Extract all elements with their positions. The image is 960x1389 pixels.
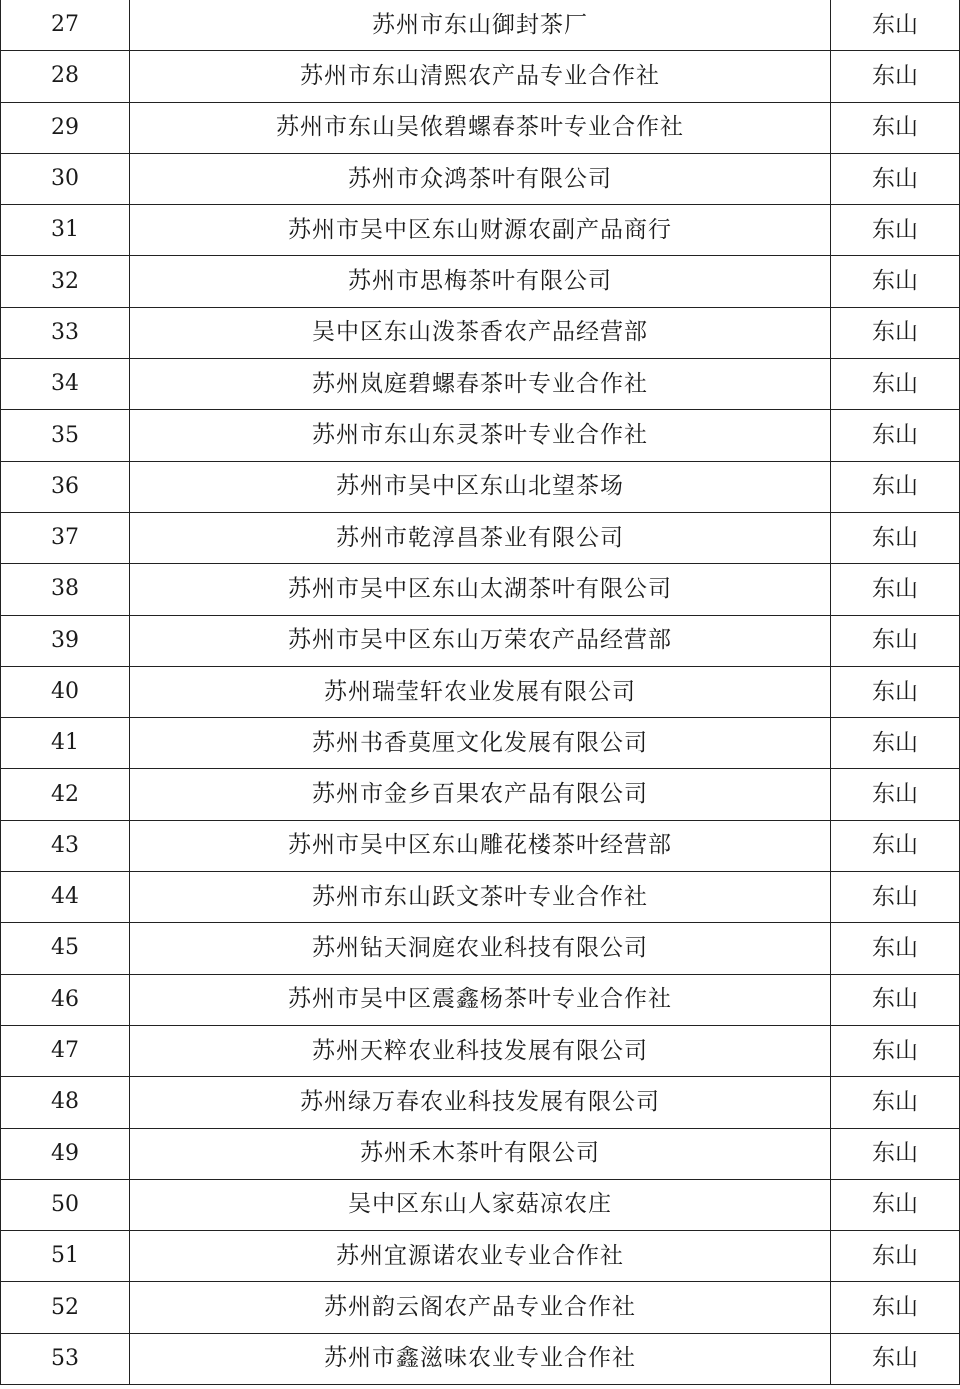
table-row bbox=[1, 153, 960, 204]
row-number-cell: 51 bbox=[1, 1231, 130, 1282]
row-number-cell: 36 bbox=[1, 461, 130, 512]
table-row bbox=[1, 51, 960, 102]
row-number-cell: 39 bbox=[1, 615, 130, 666]
row-number-cell: 31 bbox=[1, 205, 130, 256]
company-name-cell: 苏州书香莫厘文化发展有限公司 bbox=[130, 718, 831, 769]
table-row bbox=[1, 1179, 960, 1230]
company-name-cell: 苏州市东山东灵茶叶专业合作社 bbox=[130, 410, 831, 461]
company-name-cell: 苏州市吴中区东山北望茶场 bbox=[130, 461, 831, 512]
row-number-cell: 47 bbox=[1, 1025, 130, 1076]
company-name-cell: 苏州市众鸿茶叶有限公司 bbox=[130, 153, 831, 204]
company-name-cell: 苏州瑞莹轩农业发展有限公司 bbox=[130, 666, 831, 717]
region-cell: 东山 bbox=[831, 102, 960, 153]
row-number-cell: 28 bbox=[1, 51, 130, 102]
region-cell: 东山 bbox=[831, 615, 960, 666]
region-cell: 东山 bbox=[831, 974, 960, 1025]
table-row bbox=[1, 666, 960, 717]
region-cell: 东山 bbox=[831, 666, 960, 717]
row-number-cell: 30 bbox=[1, 153, 130, 204]
enterprise-table-body bbox=[1, 0, 960, 1385]
table-row bbox=[1, 872, 960, 923]
company-name-cell: 苏州市思梅茶叶有限公司 bbox=[130, 256, 831, 307]
table-row bbox=[1, 307, 960, 358]
region-cell: 东山 bbox=[831, 410, 960, 461]
row-number-cell: 44 bbox=[1, 872, 130, 923]
row-number-cell: 46 bbox=[1, 974, 130, 1025]
company-name-cell: 苏州岚庭碧螺春茶叶专业合作社 bbox=[130, 359, 831, 410]
company-name-cell: 苏州钻天洞庭农业科技有限公司 bbox=[130, 923, 831, 974]
row-number-cell: 42 bbox=[1, 769, 130, 820]
region-cell: 东山 bbox=[831, 205, 960, 256]
table-row bbox=[1, 718, 960, 769]
row-number-cell: 45 bbox=[1, 923, 130, 974]
company-name-cell: 苏州市乾淳昌茶业有限公司 bbox=[130, 512, 831, 563]
table-row bbox=[1, 923, 960, 974]
row-number-cell: 52 bbox=[1, 1282, 130, 1333]
company-name-cell: 苏州绿万春农业科技发展有限公司 bbox=[130, 1077, 831, 1128]
region-cell: 东山 bbox=[831, 1077, 960, 1128]
table-row bbox=[1, 256, 960, 307]
company-name-cell: 吴中区东山泼茶香农产品经营部 bbox=[130, 307, 831, 358]
row-number-cell: 43 bbox=[1, 820, 130, 871]
table-row bbox=[1, 1128, 960, 1179]
table-row bbox=[1, 1333, 960, 1384]
row-number-cell: 29 bbox=[1, 102, 130, 153]
row-number-cell: 50 bbox=[1, 1179, 130, 1230]
row-number-cell: 48 bbox=[1, 1077, 130, 1128]
table-row bbox=[1, 1282, 960, 1333]
region-cell: 东山 bbox=[831, 1128, 960, 1179]
region-cell: 东山 bbox=[831, 820, 960, 871]
company-name-cell: 苏州市吴中区震鑫杨茶叶专业合作社 bbox=[130, 974, 831, 1025]
region-cell: 东山 bbox=[831, 153, 960, 204]
region-cell: 东山 bbox=[831, 1025, 960, 1076]
table-row bbox=[1, 461, 960, 512]
row-number-cell: 38 bbox=[1, 564, 130, 615]
table-row bbox=[1, 512, 960, 563]
company-name-cell: 苏州市吴中区东山财源农副产品商行 bbox=[130, 205, 831, 256]
table-row bbox=[1, 410, 960, 461]
company-name-cell: 苏州市吴中区东山万荣农产品经营部 bbox=[130, 615, 831, 666]
table-row bbox=[1, 615, 960, 666]
company-name-cell: 苏州天粹农业科技发展有限公司 bbox=[130, 1025, 831, 1076]
row-number-cell: 37 bbox=[1, 512, 130, 563]
company-name-cell: 苏州市吴中区东山太湖茶叶有限公司 bbox=[130, 564, 831, 615]
company-name-cell: 苏州禾木茶叶有限公司 bbox=[130, 1128, 831, 1179]
region-cell: 东山 bbox=[831, 1282, 960, 1333]
row-number-cell: 32 bbox=[1, 256, 130, 307]
region-cell: 东山 bbox=[831, 512, 960, 563]
region-cell: 东山 bbox=[831, 51, 960, 102]
company-name-cell: 苏州市东山御封茶厂 bbox=[130, 0, 831, 51]
company-name-cell: 苏州市东山清熙农产品专业合作社 bbox=[130, 51, 831, 102]
region-cell: 东山 bbox=[831, 564, 960, 615]
region-cell: 东山 bbox=[831, 769, 960, 820]
region-cell: 东山 bbox=[831, 359, 960, 410]
row-number-cell: 33 bbox=[1, 307, 130, 358]
company-name-cell: 苏州市金乡百果农产品有限公司 bbox=[130, 769, 831, 820]
row-number-cell: 27 bbox=[1, 0, 130, 51]
region-cell: 东山 bbox=[831, 1179, 960, 1230]
row-number-cell: 53 bbox=[1, 1333, 130, 1384]
region-cell: 东山 bbox=[831, 718, 960, 769]
region-cell: 东山 bbox=[831, 461, 960, 512]
row-number-cell: 49 bbox=[1, 1128, 130, 1179]
table-row bbox=[1, 1231, 960, 1282]
row-number-cell: 35 bbox=[1, 410, 130, 461]
company-name-cell: 苏州市鑫滋味农业专业合作社 bbox=[130, 1333, 831, 1384]
region-cell: 东山 bbox=[831, 1333, 960, 1384]
table-row bbox=[1, 1077, 960, 1128]
company-name-cell: 苏州韵云阁农产品专业合作社 bbox=[130, 1282, 831, 1333]
table-row bbox=[1, 974, 960, 1025]
table-row bbox=[1, 359, 960, 410]
region-cell: 东山 bbox=[831, 923, 960, 974]
table-row bbox=[1, 205, 960, 256]
region-cell: 东山 bbox=[831, 0, 960, 51]
row-number-cell: 41 bbox=[1, 718, 130, 769]
table-row bbox=[1, 0, 960, 51]
table-row bbox=[1, 1025, 960, 1076]
region-cell: 东山 bbox=[831, 256, 960, 307]
table-row bbox=[1, 769, 960, 820]
company-name-cell: 苏州宜源诺农业专业合作社 bbox=[130, 1231, 831, 1282]
company-name-cell: 苏州市东山跃文茶叶专业合作社 bbox=[130, 872, 831, 923]
table-row bbox=[1, 564, 960, 615]
company-name-cell: 苏州市吴中区东山雕花楼茶叶经营部 bbox=[130, 820, 831, 871]
company-name-cell: 苏州市东山吴侬碧螺春茶叶专业合作社 bbox=[130, 102, 831, 153]
region-cell: 东山 bbox=[831, 1231, 960, 1282]
region-cell: 东山 bbox=[831, 872, 960, 923]
table-row bbox=[1, 102, 960, 153]
row-number-cell: 40 bbox=[1, 666, 130, 717]
row-number-cell: 34 bbox=[1, 359, 130, 410]
table-row bbox=[1, 820, 960, 871]
company-name-cell: 吴中区东山人家菇凉农庄 bbox=[130, 1179, 831, 1230]
region-cell: 东山 bbox=[831, 307, 960, 358]
